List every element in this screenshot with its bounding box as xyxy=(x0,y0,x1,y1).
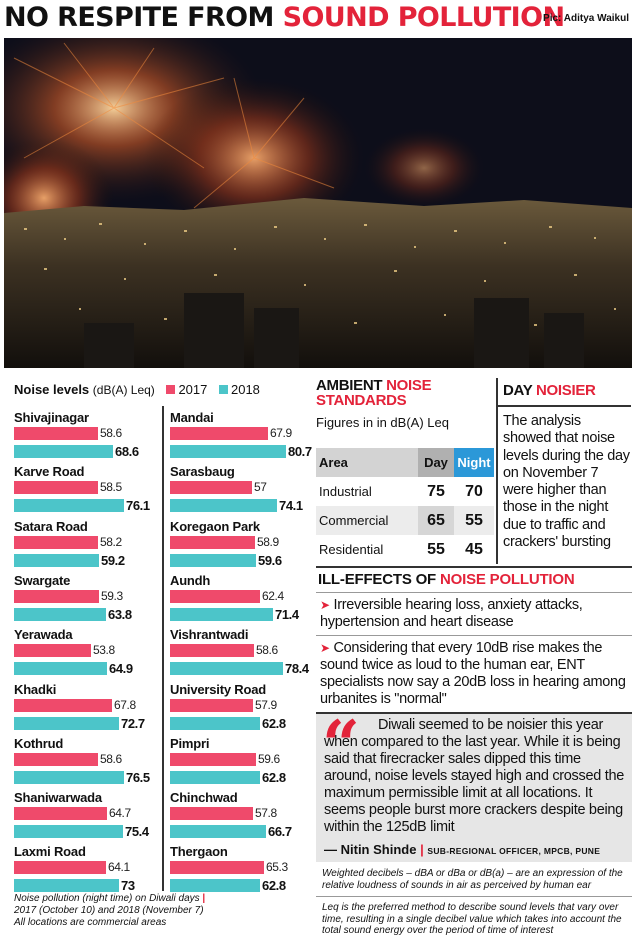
definition-divider xyxy=(316,896,632,897)
bar-2017 xyxy=(14,699,112,712)
day-noisier-title xyxy=(503,382,631,399)
day-noisier-rule xyxy=(497,405,631,407)
author-name: — Nitin Shinde xyxy=(324,842,417,857)
bar-2017 xyxy=(170,807,253,820)
table-row xyxy=(316,535,494,564)
location-name: University Road xyxy=(170,681,266,697)
bar-2018 xyxy=(14,879,119,892)
bar-value-2018: 75.4 xyxy=(125,824,149,840)
footnote-line3: All locations are commercial areas xyxy=(14,917,167,928)
header xyxy=(0,0,635,38)
day-cell: 75 xyxy=(427,482,445,500)
day-noisier-body: The analysis showed that noise levels during the day on November 7 were higher than those in the night due to traffic and crackers' bursting xyxy=(503,413,630,551)
night-cell: 45 xyxy=(465,540,483,558)
bar-2017 xyxy=(170,699,253,712)
noise-levels-chart xyxy=(4,376,312,948)
bar-2018 xyxy=(170,445,286,458)
bar-value-2017: 57.8 xyxy=(255,806,277,821)
bar-2018 xyxy=(14,717,119,730)
location-group xyxy=(14,844,159,898)
location-name: Koregaon Park xyxy=(170,518,260,534)
location-name: Yerawada xyxy=(14,627,73,643)
location-name: Laxmi Road xyxy=(14,844,86,860)
bar-value-2017: 62.4 xyxy=(262,588,284,603)
bar-value-2017: 53.8 xyxy=(93,643,115,658)
location-name: Kothrud xyxy=(14,735,64,751)
location-group xyxy=(170,844,315,898)
footnote-line1: Noise pollution (night time) on Diwali days xyxy=(14,893,200,904)
bar-value-2017: 65.3 xyxy=(266,860,288,875)
bar-2017 xyxy=(170,481,252,494)
headline-part1: NO RESPITE FROM xyxy=(4,2,283,33)
ambient-title xyxy=(316,378,494,408)
table-row xyxy=(316,477,494,506)
bar-2017 xyxy=(170,644,254,657)
arrow-icon: ➤ xyxy=(320,598,330,612)
col-area: Area xyxy=(316,448,418,477)
bar-2017 xyxy=(170,753,256,766)
location-group xyxy=(170,573,315,627)
bar-2017 xyxy=(170,536,255,549)
location-name: Chinchwad xyxy=(170,790,238,806)
bar-value-2017: 58.6 xyxy=(100,751,122,766)
bar-2018 xyxy=(170,608,273,621)
bar-2017 xyxy=(14,644,91,657)
bar-value-2018: 62.8 xyxy=(262,878,286,894)
bar-2018 xyxy=(14,499,124,512)
bar-value-2017: 57.9 xyxy=(255,697,277,712)
table-row xyxy=(316,506,494,535)
location-name: Satara Road xyxy=(14,518,88,534)
location-group xyxy=(14,464,159,518)
bar-2018 xyxy=(14,825,123,838)
list-item xyxy=(316,593,632,635)
bar-value-2018: 68.6 xyxy=(115,444,139,459)
fireworks-illustration xyxy=(4,38,632,368)
chart-unit: (dB(A) Leq) xyxy=(92,383,155,397)
list-item xyxy=(316,635,632,712)
footnote-line2: 2017 (October 10) and 2018 (November 7) xyxy=(14,905,204,916)
bar-2017 xyxy=(14,590,99,603)
bar-2018 xyxy=(170,717,260,730)
author-separator: | xyxy=(420,842,424,857)
bar-value-2018: 66.7 xyxy=(268,824,292,840)
bar-value-2017: 59.6 xyxy=(258,751,280,766)
quote-box xyxy=(316,706,632,862)
photo-credit: Pic: Aditya Waikul xyxy=(543,13,629,24)
location-name: Mandai xyxy=(170,410,214,425)
location-group xyxy=(170,464,315,518)
location-group xyxy=(14,519,159,573)
bar-value-2018: 59.6 xyxy=(258,552,282,568)
bar-value-2018: 76.5 xyxy=(126,769,150,785)
location-name: Aundh xyxy=(170,572,211,588)
quote-text: Diwali seemed to be noisier this year when compared to the last year. While it is being said that firecracker sales dipped this time around, noise levels stayed high and crossed the maximum permissible limit at all locations. It seems people burst more crackers despite being within the 125dB limit xyxy=(324,717,624,835)
location-name: Vishrantwadi xyxy=(170,627,249,643)
ambient-table-header xyxy=(316,448,494,477)
location-name: Pimpri xyxy=(170,735,210,751)
bar-value-2018: 63.8 xyxy=(108,606,132,622)
bar-value-2018: 80.7 xyxy=(288,444,312,459)
col-day: Day xyxy=(418,448,454,477)
ambient-title-part1: AMBIENT xyxy=(316,377,387,394)
location-name: Khadki xyxy=(14,681,57,697)
night-cell: 70 xyxy=(465,482,483,500)
area-cell: Industrial xyxy=(319,484,372,499)
ambient-title-part3: STANDARDS xyxy=(316,392,407,409)
location-name: Swargate xyxy=(14,572,71,588)
ill-effects xyxy=(316,566,632,712)
bar-value-2017: 67.8 xyxy=(114,697,136,712)
day-noisier xyxy=(503,382,631,551)
bar-value-2018: 62.8 xyxy=(262,769,286,785)
day-cell: 65 xyxy=(418,506,454,535)
bar-2018 xyxy=(170,662,283,675)
bar-value-2017: 59.3 xyxy=(101,588,123,603)
location-name: Thergaon xyxy=(170,844,228,860)
location-name: Karve Road xyxy=(14,464,85,480)
bar-2018 xyxy=(14,662,107,675)
bar-value-2018: 74.1 xyxy=(279,498,303,514)
legend-swatch-2018 xyxy=(219,385,228,394)
ambient-table xyxy=(316,448,494,564)
location-name: Sarasbaug xyxy=(170,464,235,480)
bar-value-2017: 58.6 xyxy=(256,643,278,658)
bar-2017 xyxy=(14,536,98,549)
bar-2017 xyxy=(14,807,107,820)
location-group xyxy=(14,736,159,790)
col-night: Night xyxy=(454,448,494,477)
footnote-pipe: | xyxy=(202,893,206,904)
bar-value-2018: 76.1 xyxy=(126,498,150,514)
ill-effect-text: Considering that every 10dB rise makes the sound twice as loud to the human ear, ENT specialists now say a 20dB loss in hearing among urbanites is "normal" xyxy=(320,640,626,707)
bar-2017 xyxy=(14,861,106,874)
headline xyxy=(4,2,564,33)
bar-2018 xyxy=(170,554,256,567)
bar-value-2017: 57 xyxy=(254,480,267,495)
location-group xyxy=(170,627,315,681)
bar-2017 xyxy=(14,427,98,440)
bar-value-2017: 58.2 xyxy=(100,534,122,549)
bar-2017 xyxy=(170,861,264,874)
location-group xyxy=(170,736,315,790)
headline-part2: SOUND POLLUTION xyxy=(282,2,565,33)
bar-2017 xyxy=(170,427,268,440)
legend-label-2018: 2018 xyxy=(230,382,260,397)
bar-2018 xyxy=(170,879,260,892)
bar-value-2017: 58.6 xyxy=(100,426,122,440)
ambient-title-part2: NOISE xyxy=(386,377,432,394)
ill-effect-text: Irreversible hearing loss, anxiety attacks, hypertension and heart disease xyxy=(320,597,583,630)
bar-2018 xyxy=(14,554,99,567)
ill-effects-title xyxy=(316,566,632,593)
ambient-subtitle: Figures in in dB(A) Leq xyxy=(316,415,449,430)
location-group xyxy=(170,410,315,464)
day-noisier-title-part2: NOISIER xyxy=(536,382,596,399)
definition-leq: Leq is the preferred method to describe sound levels that vary over time, resulting in a single decibel value which takes into account the total sound energy over the period of time of interest xyxy=(322,902,622,936)
ambient-noise-standards xyxy=(316,378,494,564)
bar-2018 xyxy=(170,771,260,784)
bar-value-2017: 64.1 xyxy=(108,860,130,875)
bar-value-2018: 73 xyxy=(121,878,135,894)
location-name: Shaniwarwada xyxy=(14,790,102,806)
column-divider xyxy=(162,406,164,891)
fireworks-photo xyxy=(4,38,632,368)
bar-value-2018: 62.8 xyxy=(262,715,286,731)
bar-value-2017: 58.9 xyxy=(257,534,279,549)
location-group xyxy=(14,682,159,736)
chart-legend xyxy=(14,382,314,402)
location-group xyxy=(14,410,159,464)
definition-decibels: Weighted decibels – dBA or dBa or dB(a) – are an expression of the relative loudness of sounds in air as perceived by human ear xyxy=(322,868,623,891)
bar-value-2017: 67.9 xyxy=(270,426,292,440)
area-cell: Residential xyxy=(319,542,384,557)
ill-effects-title-part2: NOISE POLLUTION xyxy=(440,571,575,588)
bar-value-2017: 64.7 xyxy=(109,806,131,821)
location-group xyxy=(14,627,159,681)
bar-value-2018: 78.4 xyxy=(285,661,309,677)
bar-value-2018: 64.9 xyxy=(109,661,133,677)
location-group xyxy=(170,790,315,844)
location-group xyxy=(14,790,159,844)
bar-2018 xyxy=(14,445,113,458)
location-group xyxy=(14,573,159,627)
author-role: SUB-REGIONAL OFFICER, MPCB, PUNE xyxy=(427,846,601,856)
bar-value-2018: 72.7 xyxy=(121,715,145,731)
chart-title: Noise levels xyxy=(14,382,90,397)
quote-author xyxy=(324,842,600,857)
day-cell: 55 xyxy=(427,540,445,558)
day-noisier-title-part1: DAY xyxy=(503,382,536,399)
ill-effects-title-part1: ILL-EFFECTS OF xyxy=(318,571,440,588)
legend-label-2017: 2017 xyxy=(178,382,208,397)
bar-2018 xyxy=(170,499,277,512)
quote-mark-icon: “ xyxy=(322,706,360,784)
arrow-icon: ➤ xyxy=(320,641,330,655)
location-group xyxy=(170,682,315,736)
area-cell: Commercial xyxy=(316,506,418,535)
bar-2018 xyxy=(14,771,124,784)
legend-swatch-2017 xyxy=(166,385,175,394)
bar-2018 xyxy=(14,608,106,621)
chart-footnote xyxy=(14,893,304,929)
bar-2017 xyxy=(14,481,98,494)
location-group xyxy=(170,519,315,573)
location-name: Shivajinagar xyxy=(14,410,89,425)
bar-2017 xyxy=(170,590,260,603)
bar-value-2018: 59.2 xyxy=(101,552,125,568)
bar-2018 xyxy=(170,825,266,838)
bar-value-2018: 71.4 xyxy=(275,606,299,622)
bar-2017 xyxy=(14,753,98,766)
bar-value-2017: 58.5 xyxy=(100,480,122,495)
night-cell: 55 xyxy=(454,506,494,535)
